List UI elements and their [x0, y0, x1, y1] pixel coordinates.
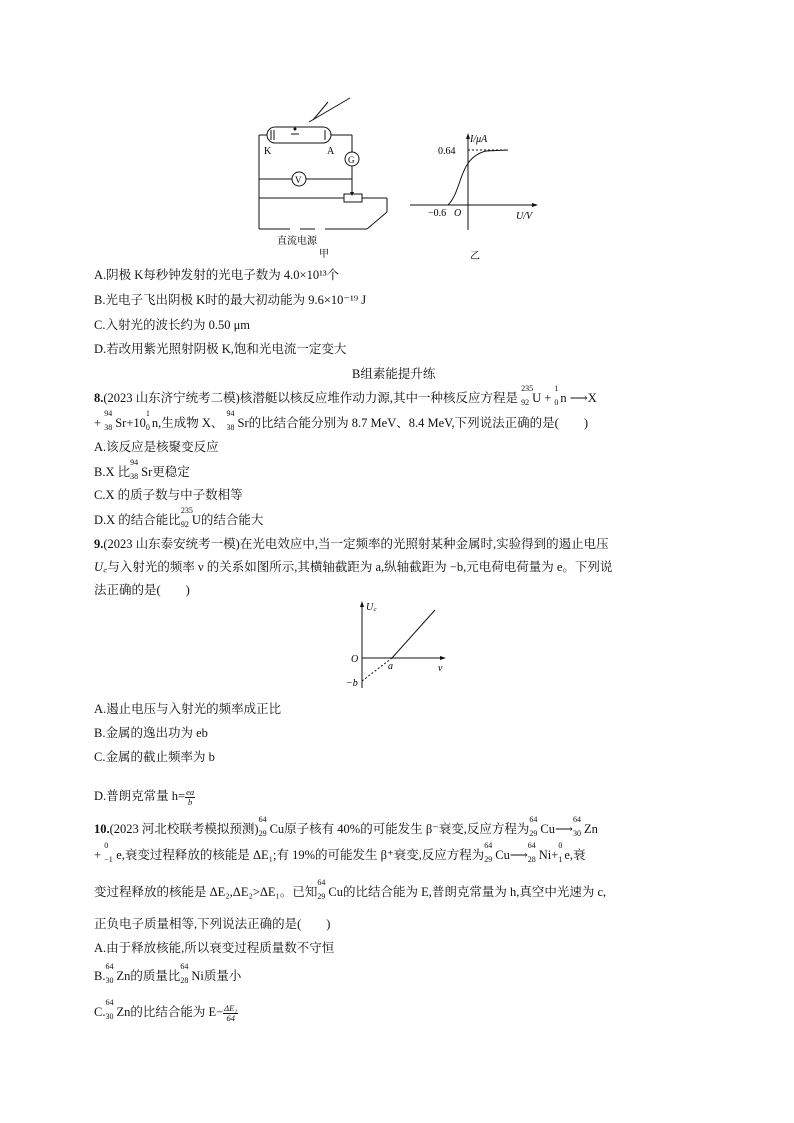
q10-option-b: B. 64 30 Zn的质量比 64 28 Ni质量小	[94, 962, 242, 985]
q10-option-c: C. 64 30 Zn的比结合能为 E− $\frac{\text{ΔE₁}}{64}$	[94, 998, 238, 1023]
q7-option-b: B.光电子飞出阴极 K时的最大初动能为 9.6×10⁻¹⁹ J	[94, 293, 367, 307]
q9-option-a: A.遏止电压与入射光的频率成正比	[94, 702, 282, 716]
iv-ylabel: I/μA	[470, 134, 488, 145]
nu-label: ν	[438, 663, 443, 674]
q8-option-c: C.X 的质子数与中子数相等	[94, 488, 243, 502]
q10-number: 10.	[94, 822, 110, 836]
figure-jia-caption: 甲	[319, 249, 329, 260]
q9-option-c: C.金属的截止频率为 b	[94, 750, 215, 764]
q8-text-a: (2023 山东济宁统考二模)核潜艇以核反应堆作动力源,其中一种核反应方程是	[103, 391, 518, 405]
origin-label: O	[351, 654, 359, 665]
q10-stem-line4: 正负电子质量相等,下列说法正确的是( )	[94, 917, 331, 931]
q9-option-b: B.金属的逸出功为 eb	[94, 726, 208, 740]
reaction-arrow: ⟶	[569, 391, 588, 405]
q10-option-a: A.由于释放核能,所以衰变过程质量数不守恒	[94, 941, 335, 955]
iv-xlabel: U/V	[516, 211, 533, 222]
neg-b-label: −b	[346, 678, 358, 689]
q8-option-a: A.该反应是核聚变反应	[94, 440, 219, 454]
q8-option-b: B.X 比 94 38 Sr更稳定	[94, 458, 190, 481]
q8-stem-line1: 8.(2023 山东济宁统考二模)核潜艇以核反应堆作动力源,其中一种核反应方程是 235 92 U + 1 0 n ⟶X	[94, 384, 597, 407]
power-label: 直流电源	[277, 236, 317, 247]
circuit-diagram	[255, 92, 395, 262]
cathode-label: K	[264, 146, 272, 157]
stopping-voltage-graph	[340, 598, 455, 693]
q9-option-d: D.普朗克常量 h= $\frac{ea}{b}$	[94, 786, 195, 807]
section-title: B组素能提升练	[352, 367, 436, 381]
isotope-u235: 235 92 U	[521, 384, 542, 407]
iv-x-tick: −0.6	[428, 208, 447, 219]
q8-option-d: D.X 的结合能比 235 92 U的结合能大	[94, 506, 264, 529]
q9-number: 9.	[94, 537, 104, 551]
isotope-sr94: 94 38 Sr	[104, 409, 127, 432]
figure-yi-caption: 乙	[470, 251, 480, 262]
iv-graph	[408, 128, 548, 262]
q9-stem-line2: U꜀与入射光的频率 ν 的关系如图所示,其横轴截距为 a,纵轴截距为 −b,元电荷电荷量为 e。下列说	[94, 560, 613, 574]
q9-stem-line1: 9.(2023 山东泰安统考一模)在光电效应中,当一定频率的光照射某种金属时,实验得到的遏止电压	[94, 537, 609, 551]
iv-origin: O	[454, 208, 462, 219]
galvanometer-label: G	[348, 155, 355, 165]
q7-option-d: D.若改用紫光照射阴极 K,饱和光电流一定变大	[94, 342, 347, 356]
q10-stem-line2: + 0 −1 e,衰变过程释放的核能是 ΔE₁;有 19%的可能发生 β⁺衰变,反应方程为 64 29 Cu⟶ 64 28 Ni+ 0 1 e,衰	[94, 841, 586, 864]
q9-stem-line3: 法正确的是( )	[94, 583, 190, 597]
iv-y-tick: 0.64	[438, 146, 456, 157]
uc-label: U꜀	[366, 602, 377, 613]
a-label: a	[388, 661, 393, 672]
q8-number: 8.	[94, 391, 104, 405]
q7-option-a: A.阴极 K每秒钟发射的光电子数为 4.0×10¹³个	[94, 268, 340, 282]
anode-label: A	[327, 146, 335, 157]
q10-stem-line1: 10.(2023 河北校联考模拟预测) 64 29 Cu原子核有 40%的可能发生 β⁻衰变,反应方程为 64 29 Cu⟶ 64 30 Zn	[94, 815, 598, 838]
q8-stem-line2: + 94 38 Sr+10 1 0 n,生成物 X、 94 38 Sr的比结合能分别为 8.7 MeV、8.4 MeV,下列说法正确的是( )	[94, 409, 589, 432]
voltmeter-label: V	[295, 175, 302, 185]
q10-stem-line3: 变过程释放的核能是 ΔE₂,ΔE₂>ΔE₁。已知 64 29 Cu的比结合能为 E,普朗克常量为 h,真空中光速为 c,	[94, 878, 607, 901]
q7-option-c: C.入射光的波长约为 0.50 μm	[94, 318, 251, 332]
isotope-neutron: 1 0 n	[554, 384, 567, 407]
